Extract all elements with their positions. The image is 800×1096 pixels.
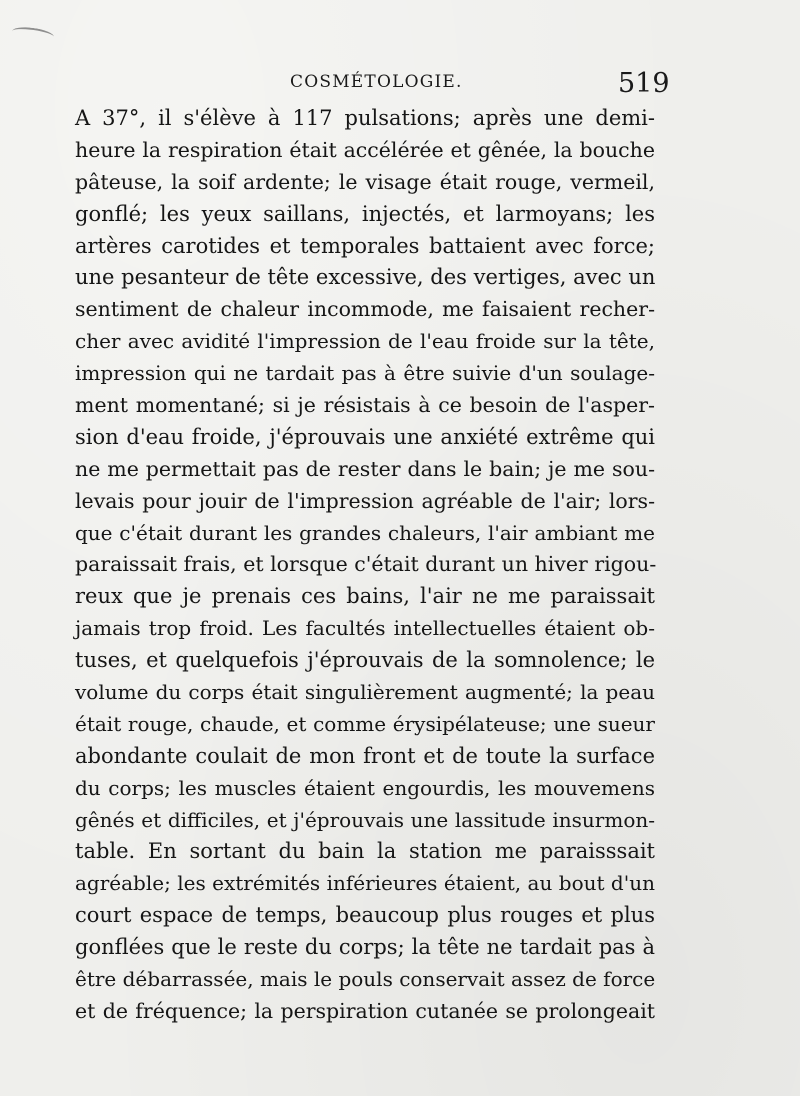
text-line: abondante coulait de mon front et de toute la surface [75, 743, 655, 768]
text-line: artères carotides et temporales battaient avec force; [75, 233, 655, 258]
text-line: une pesanteur de tête excessive, des vertiges, avec un [75, 265, 656, 290]
text-line: sentiment de chaleur incommode, me faisaient recher- [75, 297, 655, 322]
text-line: paraissait frais, et lorsque c'était durant un hiver rigou- [75, 552, 657, 577]
scan-smudge-mark [11, 25, 54, 43]
text-line: que c'était durant les grandes chaleurs, l'air ambiant me [75, 520, 655, 545]
text-line: court espace de temps, beaucoup plus rouges et plus [75, 903, 655, 928]
text-line: ment momentané; si je résistais à ce besoin de l'asper- [75, 393, 655, 418]
text-line: A 37°, il s'élève à 117 pulsations; après une demi- [75, 106, 655, 130]
text-line: ne me permettait pas de rester dans le bain; je me sou- [75, 456, 655, 481]
text-line: reux que je prenais ces bains, l'air ne me paraissait [75, 584, 655, 609]
text-line: jamais trop froid. Les facultés intellectuelles étaient ob- [75, 616, 655, 641]
text-line: sion d'eau froide, j'éprouvais une anxiété extrême qui [75, 424, 655, 449]
running-title: COSMÉTOLOGIE. [290, 72, 463, 92]
text-line: gênés et difficiles, et j'éprouvais une lassitude insurmon- [75, 807, 655, 832]
text-line: cher avec avidité l'impression de l'eau froide sur la tête, [75, 329, 655, 354]
text-line: pâteuse, la soif ardente; le visage était rouge, vermeil, [75, 169, 655, 194]
text-line: volume du corps était singulièrement augmenté; la peau [75, 680, 655, 705]
page-number: 519 [618, 68, 670, 99]
body-text [75, 103, 655, 1073]
running-head [75, 68, 670, 100]
text-line: agréable; les extrémités inférieures étaient, au bout d'un [75, 871, 655, 896]
text-line: levais pour jouir de l'impression agréable de l'air; lors- [75, 488, 655, 513]
text-line: impression qui ne tardait pas à être suivie d'un soulage- [75, 361, 655, 386]
text-line: gonflées que le reste du corps; la tête ne tardait pas à [75, 935, 655, 960]
text-line: tuses, et quelquefois j'éprouvais de la somnolence; le [75, 648, 655, 673]
text-line: du corps; les muscles étaient engourdis, les mouvemens [75, 775, 655, 800]
text-line: et de fréquence; la perspiration cutanée se prolongeait [75, 998, 655, 1023]
text-line: être débarrassée, mais le pouls conservait assez de force [75, 967, 656, 992]
text-line: était rouge, chaude, et comme érysipélateuse; une sueur [75, 711, 655, 736]
text-line: heure la respiration était accélérée et gênée, la bouche [75, 137, 655, 162]
text-line: table. En sortant du bain la station me paraisssait [75, 839, 655, 864]
text-line: gonflé; les yeux saillans, injectés, et larmoyans; les [75, 201, 655, 226]
